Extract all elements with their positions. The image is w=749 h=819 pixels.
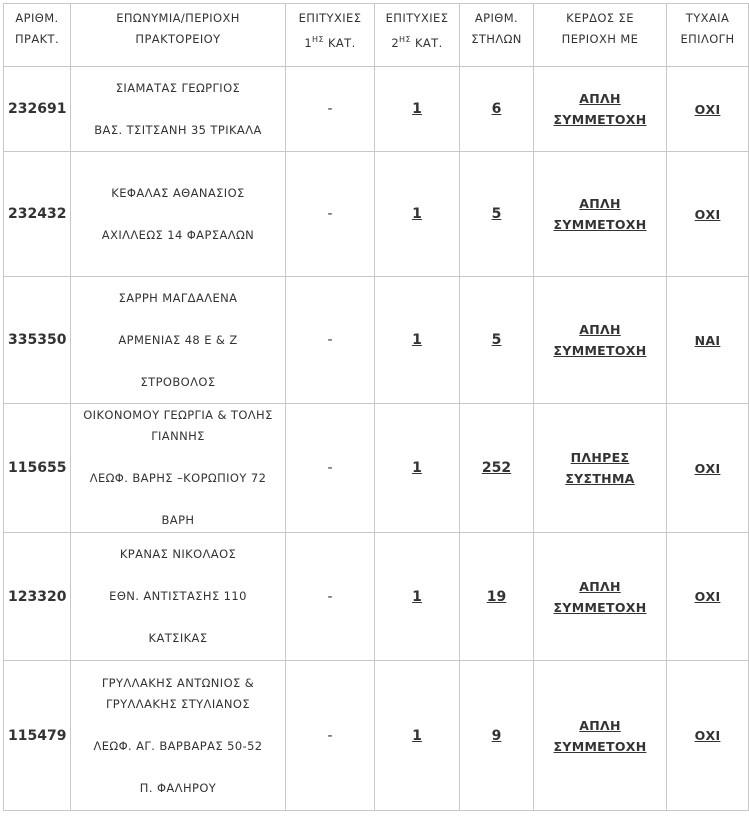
win-type-link[interactable]: ΠΛΗΡΕΣ ΣΥΣΤΗΜΑ: [565, 450, 635, 486]
random-pick-cell: [667, 661, 749, 811]
agency-address-line: ΒΑΡΗ: [161, 513, 195, 527]
win-type-cell: [534, 533, 667, 661]
agency-name-line: ΚΕΦΑΛΑΣ ΑΘΑΝΑΣΙΟΣ: [111, 185, 245, 200]
random-pick-link[interactable]: ΝΑΙ: [694, 332, 721, 348]
header-agency-name: ΕΠΩΝΥΜΙΑ/ΠΕΡΙΟΧΗ ΠΡΑΚΤΟΡΕΙΟΥ: [71, 4, 286, 67]
second-category-wins-link[interactable]: 1: [412, 588, 422, 605]
win-type-link[interactable]: ΑΠΛΗ ΣΥΜΜΕΤΟΧΗ: [553, 717, 647, 754]
agency-name-line: ΚΡΑΝΑΣ ΝΙΚΟΛΑΟΣ: [119, 547, 237, 561]
second-category-wins-cell: [375, 533, 460, 661]
random-pick-cell: [667, 67, 749, 152]
table-row: [4, 661, 749, 811]
winners-table: [3, 3, 749, 811]
agency-number: 123320: [4, 533, 71, 661]
agency-address-line: Π. ΦΑΛΗΡΟΥ: [139, 780, 217, 795]
agency-name-address: [71, 533, 286, 661]
columns-count-cell: [460, 277, 534, 404]
columns-count-cell: [460, 661, 534, 811]
random-pick-cell: [667, 152, 749, 277]
header-agency-number: ΑΡΙΘΜ. ΠΡΑΚΤ.: [4, 4, 71, 67]
random-pick-link[interactable]: ΟΧΙ: [694, 101, 721, 117]
random-pick-cell: [667, 277, 749, 404]
columns-count-link[interactable]: 5: [491, 332, 502, 348]
second-category-wins-cell: [375, 661, 460, 811]
win-type-cell: [534, 661, 667, 811]
second-category-wins-link[interactable]: 1: [412, 101, 422, 117]
agency-number: 335350: [4, 277, 71, 404]
header-second-category: ΕΠΙΤΥΧΙΕΣ $2^{H\Sigma}$ ΚΑΤ.: [375, 4, 460, 67]
agency-address-line: ΑΡΜΕΝΙΑΣ 48 Ε & Ζ: [118, 332, 238, 347]
agency-name-address: [71, 277, 286, 404]
columns-count-link[interactable]: 252: [481, 460, 512, 476]
first-category-wins: -: [286, 404, 375, 533]
second-category-wins-link[interactable]: 1: [412, 332, 422, 348]
random-pick-cell: [667, 533, 749, 661]
columns-count-link[interactable]: 9: [491, 727, 502, 744]
second-category-wins-link[interactable]: 1: [412, 727, 422, 744]
table-row: [4, 404, 749, 533]
table-row: [4, 67, 749, 152]
agency-name-address: [71, 67, 286, 152]
first-category-wins: -: [286, 277, 375, 404]
agency-number: 232691: [4, 67, 71, 152]
agency-address-line: ΚΑΤΣΙΚΑΣ: [148, 631, 208, 645]
columns-count-cell: [460, 404, 534, 533]
table-row: [4, 277, 749, 404]
second-category-wins-cell: [375, 404, 460, 533]
agency-address-line: ΛΕΩΦ. ΑΓ. ΒΑΡΒΑΡΑΣ 50-52: [93, 738, 263, 753]
agency-name-address: [71, 152, 286, 277]
agency-name-line: ΣΙΑΜΑΤΑΣ ΓΕΩΡΓΙΟΣ: [115, 80, 241, 95]
second-category-wins-cell: [375, 67, 460, 152]
agency-name-address: [71, 661, 286, 811]
header-random-pick: ΤΥΧΑΙΑ ΕΠΙΛΟΓΗ: [667, 4, 749, 67]
agency-address-line: ΑΧΙΛΛΕΩΣ 14 ΦΑΡΣΑΛΩΝ: [101, 227, 255, 242]
columns-count-cell: [460, 533, 534, 661]
agency-address-line: ΣΤΡΟΒΟΛΟΣ: [140, 374, 216, 389]
table-row: [4, 152, 749, 277]
second-category-wins-cell: [375, 277, 460, 404]
random-pick-link[interactable]: ΟΧΙ: [694, 460, 721, 476]
second-category-wins-link[interactable]: 1: [412, 460, 422, 476]
random-pick-link[interactable]: ΟΧΙ: [694, 206, 721, 222]
header-win-type: ΚΕΡΔΟΣ ΣΕ ΠΕΡΙΟΧΗ ΜΕ: [534, 4, 667, 67]
win-type-link[interactable]: ΑΠΛΗ ΣΥΜΜΕΤΟΧΗ: [553, 196, 647, 232]
agency-name-line: ΓΡΥΛΛΑΚΗΣ ΣΤΥΛΙΑΝΟΣ: [105, 696, 251, 711]
agency-name-line: ΓΡΥΛΛΑΚΗΣ ΑΝΤΩΝΙΟΣ &: [101, 675, 255, 690]
table-row: [4, 533, 749, 661]
win-type-cell: [534, 404, 667, 533]
agency-number: 115479: [4, 661, 71, 811]
agency-address-line: ΒΑΣ. ΤΣΙΤΣΑΝΗ 35 ΤΡΙΚΑΛΑ: [94, 122, 262, 137]
agency-address-line: ΛΕΩΦ. ΒΑΡΗΣ –ΚΟΡΩΠΙΟΥ 72: [89, 471, 267, 485]
first-category-wins: -: [286, 661, 375, 811]
columns-count-link[interactable]: 6: [491, 101, 502, 117]
agency-name-address: [71, 404, 286, 533]
columns-count-cell: [460, 152, 534, 277]
header-first-category: ΕΠΙΤΥΧΙΕΣ $1^{H\Sigma}$ ΚΑΤ.: [286, 4, 375, 67]
first-category-wins: -: [286, 67, 375, 152]
first-category-wins: -: [286, 152, 375, 277]
columns-count-link[interactable]: 19: [486, 588, 507, 605]
random-pick-link[interactable]: ΟΧΙ: [694, 589, 721, 604]
agency-name-line: ΟΙΚΟΝΟΜΟΥ ΓΕΩΡΓΙΑ & ΤΟΛΗΣ: [83, 408, 273, 422]
agency-number: 232432: [4, 152, 71, 277]
win-type-link[interactable]: ΑΠΛΗ ΣΥΜΜΕΤΟΧΗ: [553, 578, 647, 615]
agency-name-line: ΓΙΑΝΝΗΣ: [151, 429, 205, 443]
win-type-cell: [534, 67, 667, 152]
second-category-wins-cell: [375, 152, 460, 277]
columns-count-cell: [460, 67, 534, 152]
win-type-link[interactable]: ΑΠΛΗ ΣΥΜΜΕΤΟΧΗ: [553, 91, 647, 127]
random-pick-link[interactable]: ΟΧΙ: [694, 728, 721, 743]
win-type-cell: [534, 277, 667, 404]
random-pick-cell: [667, 404, 749, 533]
agency-name-line: ΣΑΡΡΗ ΜΑΓΔΑΛΕΝΑ: [118, 290, 238, 305]
agency-number: 115655: [4, 404, 71, 533]
second-category-wins-link[interactable]: 1: [412, 206, 422, 222]
columns-count-link[interactable]: 5: [491, 206, 502, 222]
agency-address-line: ΕΘΝ. ΑΝΤΙΣΤΑΣΗΣ 110: [109, 589, 247, 603]
first-category-wins: -: [286, 533, 375, 661]
win-type-cell: [534, 152, 667, 277]
header-row: [4, 4, 749, 67]
header-columns-count: ΑΡΙΘΜ. ΣΤΗΛΩΝ: [460, 4, 534, 67]
win-type-link[interactable]: ΑΠΛΗ ΣΥΜΜΕΤΟΧΗ: [553, 322, 647, 358]
